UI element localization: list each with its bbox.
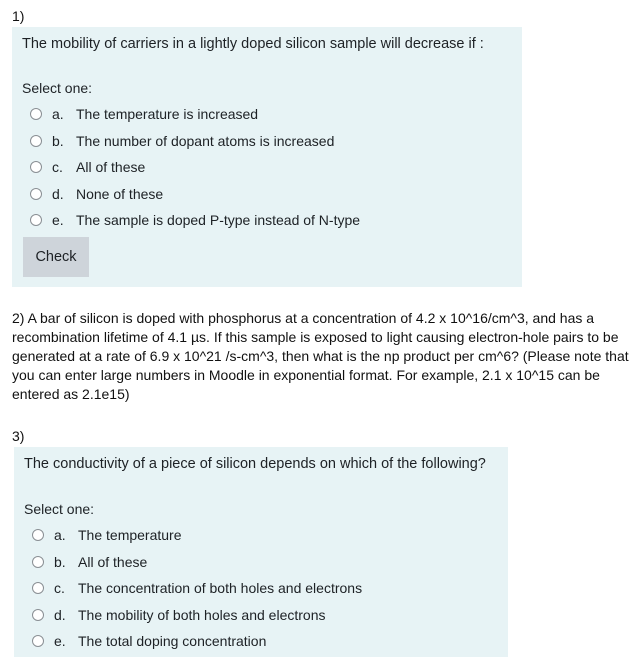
radio-button[interactable] bbox=[30, 108, 42, 120]
radio-button[interactable] bbox=[32, 609, 44, 621]
option-letter: e. bbox=[52, 212, 64, 228]
option-letter: e. bbox=[54, 633, 66, 649]
option-letter: b. bbox=[54, 554, 66, 570]
question-3-select-label: Select one: bbox=[24, 501, 95, 517]
q1-option-a[interactable] bbox=[30, 104, 258, 124]
radio-button[interactable] bbox=[32, 556, 44, 568]
option-letter: c. bbox=[54, 580, 65, 596]
q3-option-a[interactable] bbox=[32, 525, 182, 545]
q3-option-c[interactable] bbox=[32, 578, 362, 598]
option-label: All of these bbox=[78, 554, 148, 570]
q3-option-b[interactable] bbox=[32, 552, 147, 572]
radio-button[interactable] bbox=[30, 214, 42, 226]
option-letter: a. bbox=[52, 106, 64, 122]
option-letter: a. bbox=[54, 527, 66, 543]
question-1-text: The mobility of carriers in a lightly doped silicon sample will decrease if : bbox=[22, 36, 484, 52]
option-label: The concentration of both holes and electrons bbox=[78, 580, 363, 596]
option-letter: b. bbox=[52, 133, 64, 149]
option-label: The temperature is increased bbox=[76, 106, 259, 122]
q1-option-e[interactable] bbox=[30, 210, 360, 230]
q3-option-e[interactable] bbox=[32, 631, 266, 651]
radio-button[interactable] bbox=[32, 635, 44, 647]
check-button[interactable]: Check bbox=[23, 237, 89, 277]
option-label: The total doping concentration bbox=[78, 633, 267, 649]
radio-button[interactable] bbox=[32, 529, 44, 541]
question-1-select-label: Select one: bbox=[22, 80, 93, 96]
radio-button[interactable] bbox=[32, 582, 44, 594]
option-letter: d. bbox=[52, 186, 64, 202]
option-letter: c. bbox=[52, 159, 63, 175]
question-2-text: 2) A bar of silicon is doped with phosphorus at a concentration of 4.2 x 10^16/cm^3, and has a recombination lifetime of 4.1 µs. If this sample is exposed to light causing electron-hole pairs to be generated at a rate of 6.9 x 10^21 /s-cm^3, then what is the np product per cm^6? (Please note that you can enter large numbers in Moodle in exponential format. For example, 2.1 x 10^15 can be entered as 2.1e15) bbox=[12, 310, 629, 402]
question-1-number: 1) bbox=[12, 8, 25, 24]
question-3-number: 3) bbox=[12, 428, 25, 444]
option-label: The mobility of both holes and electrons bbox=[78, 607, 326, 623]
q1-option-b[interactable] bbox=[30, 131, 334, 151]
radio-button[interactable] bbox=[30, 135, 42, 147]
option-letter: d. bbox=[54, 607, 66, 623]
q3-option-d[interactable] bbox=[32, 605, 325, 625]
q1-option-c[interactable] bbox=[30, 157, 145, 177]
radio-button[interactable] bbox=[30, 161, 42, 173]
option-label: All of these bbox=[76, 159, 146, 175]
radio-button[interactable] bbox=[30, 188, 42, 200]
option-label: None of these bbox=[76, 186, 164, 202]
question-3-text: The conductivity of a piece of silicon depends on which of the following? bbox=[24, 456, 486, 472]
option-label: The temperature bbox=[78, 527, 182, 543]
option-label: The number of dopant atoms is increased bbox=[76, 133, 335, 149]
option-label: The sample is doped P-type instead of N-type bbox=[76, 212, 361, 228]
q1-option-d[interactable] bbox=[30, 184, 163, 204]
